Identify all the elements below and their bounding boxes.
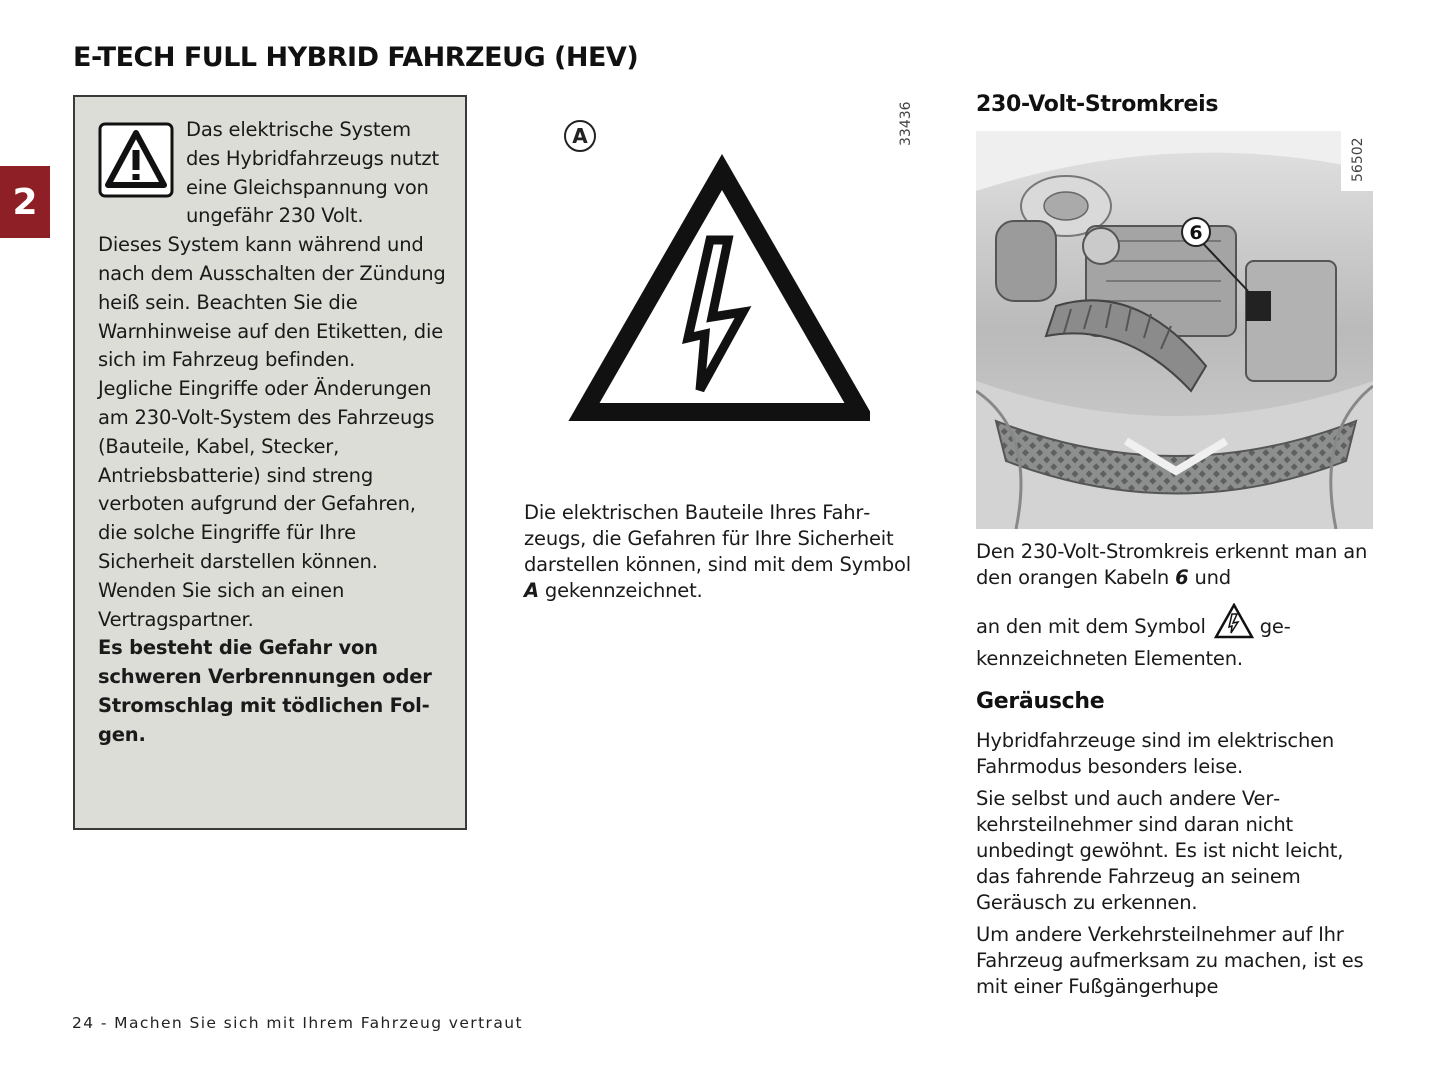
warning-triangle-icon: [98, 122, 174, 207]
warning-paragraph-heat: Dieses System kann während und nach dem Ausschalten der Zündung heiß sein. Beachten Sie die Warnhinweise auf den Etiketten, die sich im Fahrzeug befinden.: [98, 233, 446, 372]
warning-paragraph-danger: Es besteht die Gefahr von schweren Verbrennungen oder Stromschlag mit tödlichen Folgen.: [98, 636, 432, 746]
noise-section: [976, 728, 1376, 1000]
noise-paragraph-1: Hybridfahrzeuge sind im elektrischen Fahrmodus besonders leise.: [976, 729, 1335, 778]
circuit-text-1: Den 230-Volt-Stromkreis erkennt man an den orangen Kabeln: [976, 540, 1368, 589]
page-title: E-TECH FULL HYBRID FAHRZEUG (HEV): [73, 42, 639, 73]
photo-ref-number: 56502: [1350, 137, 1366, 182]
page-footer: 24 - Machen Sie sich mit Ihrem Fahrzeug vertraut: [72, 1014, 523, 1032]
photo-callout-6: 6: [1189, 222, 1203, 244]
lightning-bolt-icon: [688, 240, 743, 390]
heading-noise: Geräusche: [976, 689, 1105, 714]
warning-paragraph-voltage: Das elektrische System des Hybridfahrzeugs nutzt eine Gleichspannung von ungefähr 230 Volt.: [186, 118, 439, 228]
noise-paragraph-3: Um andere Verkehrsteilnehmer auf Ihr Fahrzeug aufmerksam zu machen, ist es mit einer Fußgängerhupe: [976, 923, 1364, 998]
chapter-tab[interactable]: 2: [0, 166, 50, 238]
figure-a-ref-number: 33436: [898, 101, 914, 146]
middle-text-after: gekennzeichnet.: [538, 579, 703, 602]
middle-text-before: Die elektrischen Bauteile Ihres Fahrzeugs, die Gefahren für Ihre Sicherheit darstellen können, sind mit dem Symbol: [524, 501, 911, 576]
figure-a: [560, 112, 870, 436]
circuit-callout-ref: 6: [1175, 566, 1189, 589]
heading-230v-circuit: 230-Volt-Stromkreis: [976, 92, 1219, 117]
middle-text: [524, 500, 919, 604]
circuit-text-3: an den mit dem Symbol: [976, 615, 1206, 638]
engine-bay-photo: [976, 131, 1373, 529]
circuit-text-2: und: [1188, 566, 1231, 589]
warning-box: [73, 95, 467, 830]
circuit-description: [976, 539, 1376, 672]
middle-symbol-ref: A: [524, 579, 539, 602]
high-voltage-icon: [1214, 603, 1254, 646]
noise-paragraph-2: Sie selbst und auch andere Verkehrsteilnehmer sind daran nicht unbedingt gewöhnt. Es ist nicht leicht, das fahrende Fahrzeug an seinem Geräusch zu erkennen.: [976, 787, 1344, 914]
warning-paragraph-prohibition: Jegliche Eingriffe oder Änderungen am 230-Volt-System des Fahrzeugs (Bauteile, Kabel, Stecker, Antriebsbatterie) sind streng verboten aufgrund der Gefahren, die solche Eingriffe für Ihre Sicherheit darstellen können. Wenden Sie sich an einen Vertragspartner.: [98, 377, 435, 631]
figure-a-label: A: [572, 124, 588, 148]
circuit-text-4: gekennzeichneten Elementen.: [976, 615, 1291, 670]
